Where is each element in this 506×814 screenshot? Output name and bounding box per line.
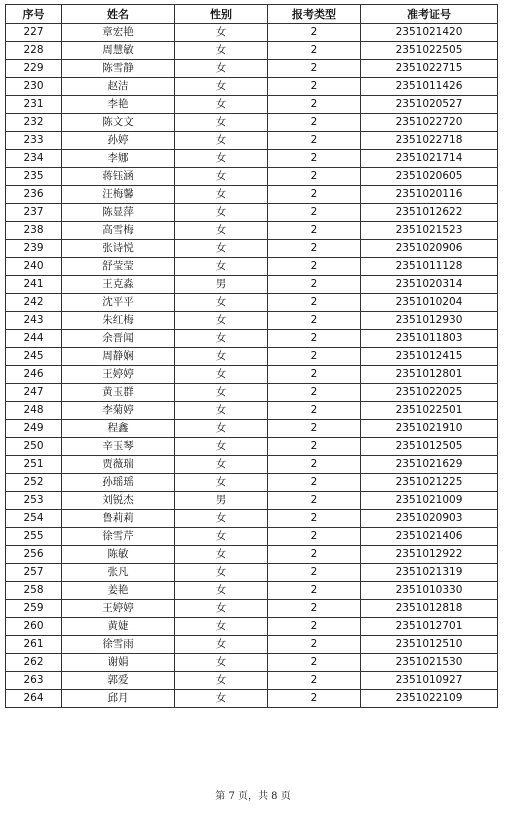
gender-cell: 女 <box>175 60 268 78</box>
exam-type-cell: 2 <box>268 456 361 474</box>
page-footer: 第 7 页，共 8 页 <box>215 791 291 802</box>
exam-type-cell: 2 <box>268 168 361 186</box>
exam-type-cell: 2 <box>268 528 361 546</box>
exam-type-cell: 2 <box>268 438 361 456</box>
header-admission-ticket-number: 准考证号 <box>361 5 498 24</box>
name-cell: 沈平平 <box>62 294 175 312</box>
admission-ticket-cell: 2351021406 <box>361 528 498 546</box>
name-cell: 李艳 <box>62 96 175 114</box>
table-row <box>6 240 498 258</box>
exam-type-cell: 2 <box>268 294 361 312</box>
table-row <box>6 348 498 366</box>
serial-number-cell: 257 <box>6 564 62 582</box>
name-cell: 赵洁 <box>62 78 175 96</box>
serial-number-cell: 244 <box>6 330 62 348</box>
gender-cell: 女 <box>175 438 268 456</box>
name-cell: 陈雪静 <box>62 60 175 78</box>
gender-cell: 女 <box>175 546 268 564</box>
exam-type-cell: 2 <box>268 60 361 78</box>
candidate-table <box>5 4 498 708</box>
table-row <box>6 150 498 168</box>
admission-ticket-cell: 2351020605 <box>361 168 498 186</box>
admission-ticket-cell: 2351012930 <box>361 312 498 330</box>
exam-type-cell: 2 <box>268 204 361 222</box>
table-row <box>6 366 498 384</box>
admission-ticket-cell: 2351022501 <box>361 402 498 420</box>
admission-ticket-cell: 2351012818 <box>361 600 498 618</box>
admission-ticket-cell: 2351012510 <box>361 636 498 654</box>
exam-type-cell: 2 <box>268 78 361 96</box>
gender-cell: 女 <box>175 456 268 474</box>
gender-cell: 女 <box>175 330 268 348</box>
name-cell: 舒莹莹 <box>62 258 175 276</box>
gender-cell: 女 <box>175 132 268 150</box>
table-row <box>6 402 498 420</box>
name-cell: 汪梅馨 <box>62 186 175 204</box>
exam-type-cell: 2 <box>268 546 361 564</box>
admission-ticket-cell: 2351012505 <box>361 438 498 456</box>
admission-ticket-cell: 2351021910 <box>361 420 498 438</box>
table-row <box>6 60 498 78</box>
admission-ticket-cell: 2351021714 <box>361 150 498 168</box>
name-cell: 黄婕 <box>62 618 175 636</box>
gender-cell: 女 <box>175 636 268 654</box>
name-cell: 程鑫 <box>62 420 175 438</box>
exam-type-cell: 2 <box>268 384 361 402</box>
table-row <box>6 186 498 204</box>
admission-ticket-cell: 2351011128 <box>361 258 498 276</box>
serial-number-cell: 235 <box>6 168 62 186</box>
serial-number-cell: 232 <box>6 114 62 132</box>
header-exam-type: 报考类型 <box>268 5 361 24</box>
exam-type-cell: 2 <box>268 672 361 690</box>
table-row <box>6 636 498 654</box>
exam-type-cell: 2 <box>268 564 361 582</box>
admission-ticket-cell: 2351022109 <box>361 690 498 708</box>
admission-ticket-cell: 2351021319 <box>361 564 498 582</box>
serial-number-cell: 255 <box>6 528 62 546</box>
gender-cell: 女 <box>175 186 268 204</box>
admission-ticket-cell: 2351010927 <box>361 672 498 690</box>
name-cell: 张凡 <box>62 564 175 582</box>
gender-cell: 女 <box>175 168 268 186</box>
gender-cell: 女 <box>175 690 268 708</box>
serial-number-cell: 229 <box>6 60 62 78</box>
exam-type-cell: 2 <box>268 582 361 600</box>
admission-ticket-cell: 2351022720 <box>361 114 498 132</box>
name-cell: 高雪梅 <box>62 222 175 240</box>
serial-number-cell: 252 <box>6 474 62 492</box>
gender-cell: 女 <box>175 582 268 600</box>
exam-type-cell: 2 <box>268 132 361 150</box>
serial-number-cell: 240 <box>6 258 62 276</box>
gender-cell: 女 <box>175 474 268 492</box>
admission-ticket-cell: 2351020906 <box>361 240 498 258</box>
name-cell: 谢娟 <box>62 654 175 672</box>
exam-type-cell: 2 <box>268 510 361 528</box>
exam-type-cell: 2 <box>268 330 361 348</box>
table-row <box>6 690 498 708</box>
admission-ticket-cell: 2351021420 <box>361 24 498 42</box>
table-row <box>6 420 498 438</box>
admission-ticket-cell: 2351021009 <box>361 492 498 510</box>
exam-type-cell: 2 <box>268 636 361 654</box>
name-cell: 王克淼 <box>62 276 175 294</box>
exam-type-cell: 2 <box>268 492 361 510</box>
roster-sheet <box>5 4 497 708</box>
admission-ticket-cell: 2351020903 <box>361 510 498 528</box>
exam-type-cell: 2 <box>268 600 361 618</box>
admission-ticket-cell: 2351010204 <box>361 294 498 312</box>
name-cell: 鲁莉莉 <box>62 510 175 528</box>
table-row <box>6 600 498 618</box>
gender-cell: 女 <box>175 204 268 222</box>
serial-number-cell: 241 <box>6 276 62 294</box>
exam-type-cell: 2 <box>268 222 361 240</box>
exam-type-cell: 2 <box>268 24 361 42</box>
name-cell: 王婷婷 <box>62 600 175 618</box>
gender-cell: 女 <box>175 618 268 636</box>
table-row <box>6 438 498 456</box>
name-cell: 蒋钰涵 <box>62 168 175 186</box>
table-row <box>6 546 498 564</box>
table-row <box>6 618 498 636</box>
name-cell: 张诗悦 <box>62 240 175 258</box>
name-cell: 章宏艳 <box>62 24 175 42</box>
serial-number-cell: 263 <box>6 672 62 690</box>
exam-type-cell: 2 <box>268 42 361 60</box>
admission-ticket-cell: 2351012622 <box>361 204 498 222</box>
name-cell: 徐雪芹 <box>62 528 175 546</box>
gender-cell: 女 <box>175 348 268 366</box>
serial-number-cell: 256 <box>6 546 62 564</box>
serial-number-cell: 260 <box>6 618 62 636</box>
exam-type-cell: 2 <box>268 366 361 384</box>
serial-number-cell: 242 <box>6 294 62 312</box>
table-row <box>6 204 498 222</box>
table-header-row <box>6 5 498 24</box>
table-row <box>6 222 498 240</box>
name-cell: 贾薇瑞 <box>62 456 175 474</box>
admission-ticket-cell: 2351012415 <box>361 348 498 366</box>
exam-type-cell: 2 <box>268 420 361 438</box>
gender-cell: 女 <box>175 42 268 60</box>
serial-number-cell: 259 <box>6 600 62 618</box>
table-row <box>6 330 498 348</box>
serial-number-cell: 230 <box>6 78 62 96</box>
table-row <box>6 384 498 402</box>
exam-type-cell: 2 <box>268 114 361 132</box>
gender-cell: 女 <box>175 672 268 690</box>
exam-type-cell: 2 <box>268 150 361 168</box>
gender-cell: 女 <box>175 294 268 312</box>
table-row <box>6 672 498 690</box>
serial-number-cell: 238 <box>6 222 62 240</box>
admission-ticket-cell: 2351020527 <box>361 96 498 114</box>
admission-ticket-cell: 2351021530 <box>361 654 498 672</box>
serial-number-cell: 253 <box>6 492 62 510</box>
name-cell: 余晋闻 <box>62 330 175 348</box>
gender-cell: 女 <box>175 150 268 168</box>
gender-cell: 女 <box>175 222 268 240</box>
gender-cell: 女 <box>175 24 268 42</box>
header-name: 姓名 <box>62 5 175 24</box>
exam-type-cell: 2 <box>268 96 361 114</box>
gender-cell: 女 <box>175 78 268 96</box>
table-row <box>6 24 498 42</box>
exam-type-cell: 2 <box>268 240 361 258</box>
serial-number-cell: 249 <box>6 420 62 438</box>
table-row <box>6 312 498 330</box>
gender-cell: 女 <box>175 114 268 132</box>
serial-number-cell: 243 <box>6 312 62 330</box>
serial-number-cell: 248 <box>6 402 62 420</box>
gender-cell: 女 <box>175 312 268 330</box>
name-cell: 刘锐杰 <box>62 492 175 510</box>
name-cell: 周静娴 <box>62 348 175 366</box>
serial-number-cell: 231 <box>6 96 62 114</box>
admission-ticket-cell: 2351020116 <box>361 186 498 204</box>
admission-ticket-cell: 2351022718 <box>361 132 498 150</box>
table-row <box>6 492 498 510</box>
exam-type-cell: 2 <box>268 258 361 276</box>
table-row <box>6 42 498 60</box>
name-cell: 黄玉群 <box>62 384 175 402</box>
exam-type-cell: 2 <box>268 654 361 672</box>
admission-ticket-cell: 2351021523 <box>361 222 498 240</box>
gender-cell: 女 <box>175 600 268 618</box>
header-gender: 性别 <box>175 5 268 24</box>
exam-type-cell: 2 <box>268 186 361 204</box>
serial-number-cell: 234 <box>6 150 62 168</box>
gender-cell: 女 <box>175 240 268 258</box>
serial-number-cell: 245 <box>6 348 62 366</box>
gender-cell: 女 <box>175 528 268 546</box>
table-row <box>6 276 498 294</box>
serial-number-cell: 251 <box>6 456 62 474</box>
admission-ticket-cell: 2351021629 <box>361 456 498 474</box>
gender-cell: 女 <box>175 402 268 420</box>
admission-ticket-cell: 2351022505 <box>361 42 498 60</box>
admission-ticket-cell: 2351012801 <box>361 366 498 384</box>
gender-cell: 女 <box>175 366 268 384</box>
name-cell: 陈文文 <box>62 114 175 132</box>
admission-ticket-cell: 2351012922 <box>361 546 498 564</box>
serial-number-cell: 258 <box>6 582 62 600</box>
gender-cell: 男 <box>175 492 268 510</box>
table-row <box>6 582 498 600</box>
serial-number-cell: 228 <box>6 42 62 60</box>
admission-ticket-cell: 2351020314 <box>361 276 498 294</box>
name-cell: 孙瑶瑶 <box>62 474 175 492</box>
serial-number-cell: 246 <box>6 366 62 384</box>
gender-cell: 女 <box>175 564 268 582</box>
admission-ticket-cell: 2351011803 <box>361 330 498 348</box>
serial-number-cell: 264 <box>6 690 62 708</box>
gender-cell: 女 <box>175 258 268 276</box>
name-cell: 王婷婷 <box>62 366 175 384</box>
name-cell: 周慧敏 <box>62 42 175 60</box>
name-cell: 邱月 <box>62 690 175 708</box>
exam-type-cell: 2 <box>268 312 361 330</box>
name-cell: 朱红梅 <box>62 312 175 330</box>
table-row <box>6 564 498 582</box>
serial-number-cell: 236 <box>6 186 62 204</box>
gender-cell: 女 <box>175 654 268 672</box>
table-row <box>6 528 498 546</box>
serial-number-cell: 227 <box>6 24 62 42</box>
serial-number-cell: 261 <box>6 636 62 654</box>
gender-cell: 女 <box>175 420 268 438</box>
exam-type-cell: 2 <box>268 618 361 636</box>
name-cell: 李娜 <box>62 150 175 168</box>
serial-number-cell: 233 <box>6 132 62 150</box>
table-row <box>6 654 498 672</box>
name-cell: 陈显萍 <box>62 204 175 222</box>
table-row <box>6 258 498 276</box>
serial-number-cell: 239 <box>6 240 62 258</box>
table-row <box>6 456 498 474</box>
table-row <box>6 168 498 186</box>
table-row <box>6 132 498 150</box>
header-serial-number: 序号 <box>6 5 62 24</box>
table-row <box>6 474 498 492</box>
name-cell: 李菊婷 <box>62 402 175 420</box>
admission-ticket-cell: 2351022715 <box>361 60 498 78</box>
gender-cell: 女 <box>175 96 268 114</box>
serial-number-cell: 247 <box>6 384 62 402</box>
serial-number-cell: 254 <box>6 510 62 528</box>
serial-number-cell: 237 <box>6 204 62 222</box>
exam-type-cell: 2 <box>268 276 361 294</box>
table-body <box>6 24 498 708</box>
table-row <box>6 510 498 528</box>
name-cell: 孙婷 <box>62 132 175 150</box>
name-cell: 陈敏 <box>62 546 175 564</box>
admission-ticket-cell: 2351021225 <box>361 474 498 492</box>
admission-ticket-cell: 2351011426 <box>361 78 498 96</box>
table-row <box>6 114 498 132</box>
table-row <box>6 294 498 312</box>
exam-type-cell: 2 <box>268 690 361 708</box>
table-row <box>6 96 498 114</box>
exam-type-cell: 2 <box>268 402 361 420</box>
gender-cell: 男 <box>175 276 268 294</box>
admission-ticket-cell: 2351010330 <box>361 582 498 600</box>
serial-number-cell: 250 <box>6 438 62 456</box>
name-cell: 辛玉琴 <box>62 438 175 456</box>
admission-ticket-cell: 2351012701 <box>361 618 498 636</box>
name-cell: 姜艳 <box>62 582 175 600</box>
exam-type-cell: 2 <box>268 348 361 366</box>
name-cell: 郭爱 <box>62 672 175 690</box>
admission-ticket-cell: 2351022025 <box>361 384 498 402</box>
gender-cell: 女 <box>175 384 268 402</box>
name-cell: 徐雪雨 <box>62 636 175 654</box>
gender-cell: 女 <box>175 510 268 528</box>
exam-type-cell: 2 <box>268 474 361 492</box>
serial-number-cell: 262 <box>6 654 62 672</box>
table-row <box>6 78 498 96</box>
